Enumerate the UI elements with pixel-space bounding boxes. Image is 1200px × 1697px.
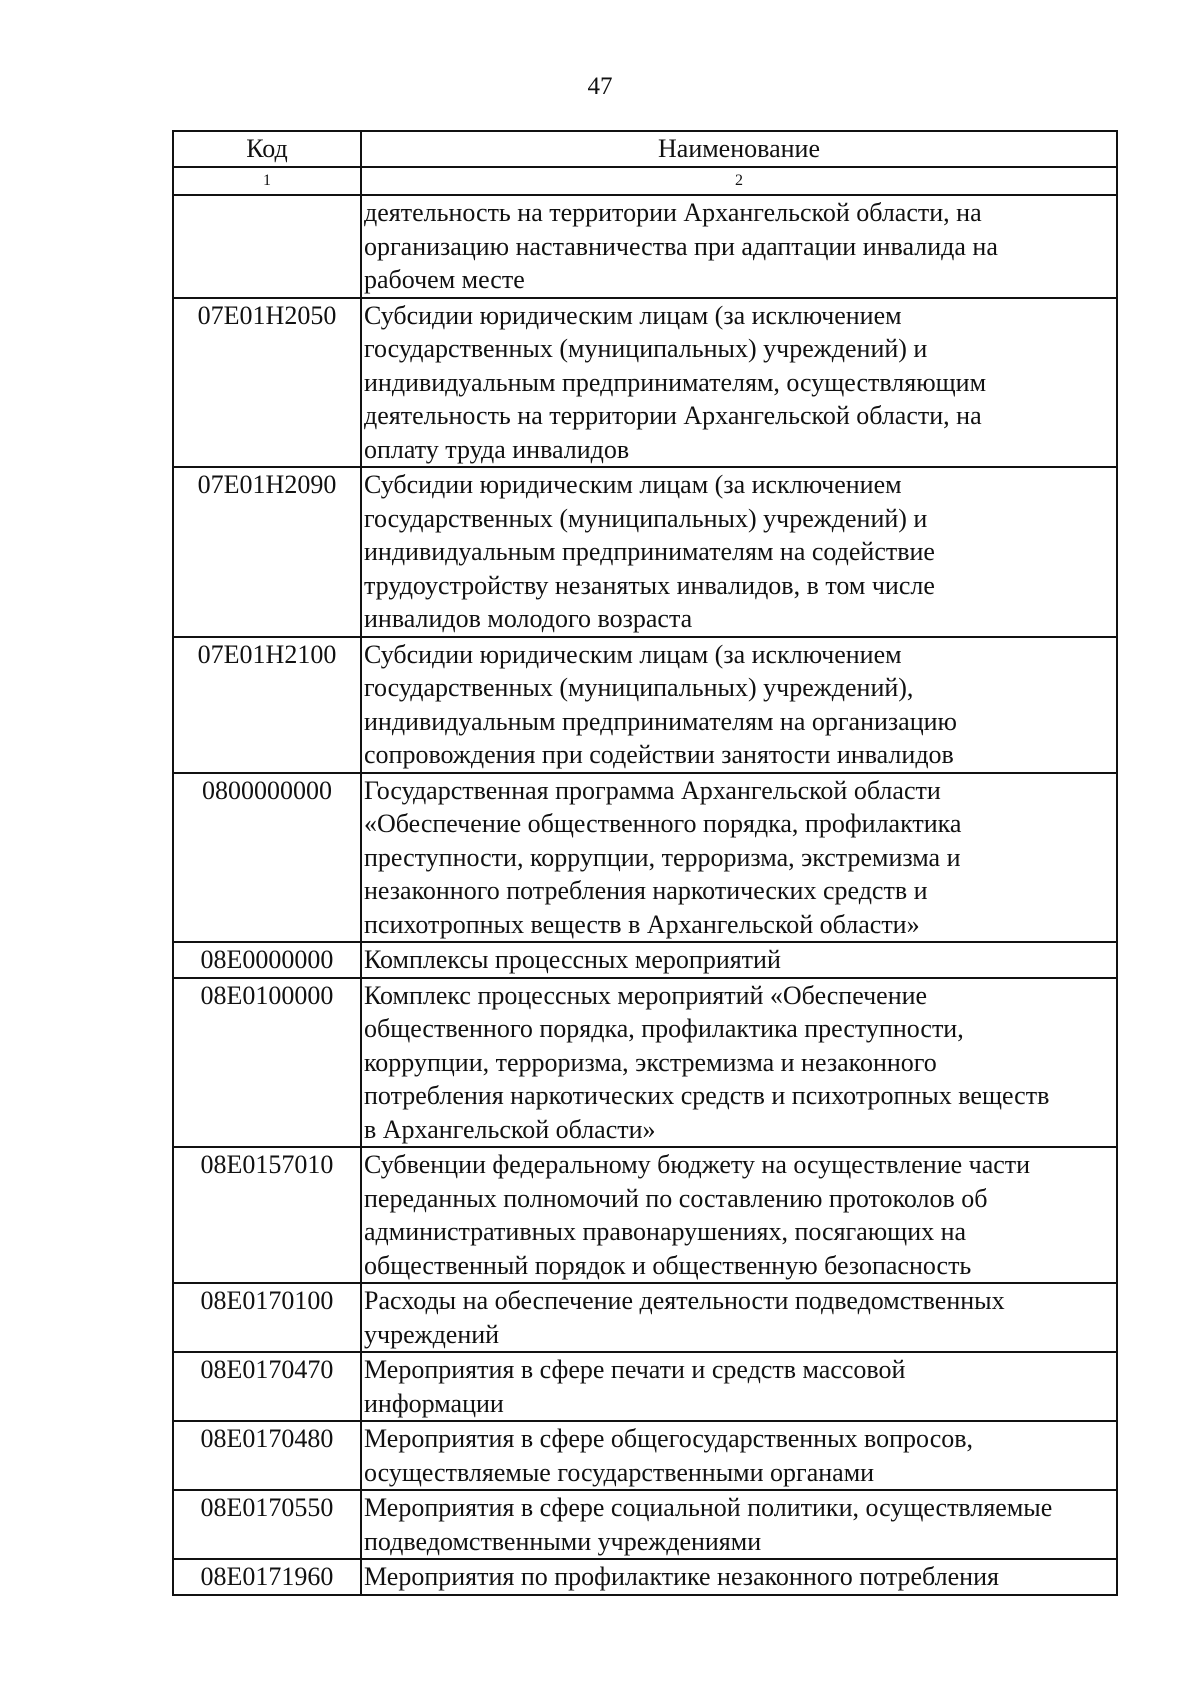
name-line: Государственная программа Архангельской области xyxy=(364,775,941,805)
name-line: «Обеспечение общественного порядка, профилактика xyxy=(364,809,962,838)
name-line: Субсидии юридическим лицам (за исключением xyxy=(364,300,902,330)
row-code: 08Е0157010 xyxy=(173,1147,361,1283)
row-name xyxy=(361,1352,1117,1421)
row-code: 08Е0170480 xyxy=(173,1421,361,1490)
row-code xyxy=(173,195,361,298)
column-number-1: 1 xyxy=(173,167,361,195)
name-line: осуществляемые государственными органами xyxy=(364,1457,875,1487)
row-code: 08Е0170100 xyxy=(173,1283,361,1352)
column-number-2: 2 xyxy=(361,167,1117,195)
name-line: потребления наркотических средств и психотропных веществ xyxy=(364,1081,1050,1110)
table-row xyxy=(173,467,1117,637)
name-line: Мероприятия в сфере общегосударственных вопросов, xyxy=(364,1424,974,1453)
name-line: рабочем месте xyxy=(364,265,525,294)
row-code: 08Е0170550 xyxy=(173,1490,361,1559)
table-row xyxy=(173,773,1117,943)
name-line: Субсидии юридическим лицам (за исключением xyxy=(364,639,902,669)
name-line: деятельность на территории Архангельской области, на xyxy=(364,198,982,227)
name-line: информации xyxy=(364,1388,504,1418)
name-line: общественный порядок и общественную безопасность xyxy=(364,1250,972,1280)
name-line: общественного порядка, профилактика преступности, xyxy=(364,1014,964,1043)
row-code: 07Е01Н2100 xyxy=(173,637,361,773)
row-name xyxy=(361,467,1117,637)
name-line: Комплексы процессных мероприятий xyxy=(364,945,781,974)
name-line: индивидуальным предпринимателям, осуществляющим xyxy=(364,367,987,397)
name-line: индивидуальным предпринимателям на организацию xyxy=(364,706,957,736)
name-line: подведомственными учреждениями xyxy=(364,1526,762,1556)
table-row xyxy=(173,942,1117,978)
row-code: 08Е0100000 xyxy=(173,978,361,1148)
table-row xyxy=(173,1283,1117,1352)
header-name: Наименование xyxy=(361,131,1117,167)
name-line: психотропных веществ в Архангельской области» xyxy=(364,909,920,939)
name-line: Мероприятия по профилактике незаконного потребления xyxy=(364,1562,999,1591)
row-name xyxy=(361,1559,1117,1595)
header-code: Код xyxy=(173,131,361,167)
row-name xyxy=(361,1147,1117,1283)
name-line: административных правонарушениях, посягающих на xyxy=(364,1217,967,1246)
column-number-row xyxy=(173,167,1117,195)
table-row xyxy=(173,195,1117,298)
table-row xyxy=(173,1490,1117,1559)
page-number: 47 xyxy=(587,73,613,100)
row-name xyxy=(361,637,1117,773)
name-line: в Архангельской области» xyxy=(364,1114,656,1144)
row-name xyxy=(361,1421,1117,1490)
name-line: трудоустройству незанятых инвалидов, в том числе xyxy=(364,570,935,600)
table-body xyxy=(173,195,1117,1595)
table-row xyxy=(173,1559,1117,1595)
table-row xyxy=(173,298,1117,468)
row-code: 08Е0000000 xyxy=(173,942,361,978)
name-line: Субвенции федеральному бюджету на осуществление части xyxy=(364,1150,1031,1179)
row-name xyxy=(361,773,1117,943)
name-line: инвалидов молодого возраста xyxy=(364,604,693,633)
name-line: сопровождения при содействии занятости инвалидов xyxy=(364,740,954,769)
table-row xyxy=(173,637,1117,773)
name-line: организацию наставничества при адаптации инвалида на xyxy=(364,231,998,261)
name-line: учреждений xyxy=(364,1319,500,1349)
name-line: государственных (муниципальных) учреждений) и xyxy=(364,503,928,533)
name-line: индивидуальным предпринимателям на содействие xyxy=(364,537,935,566)
row-name xyxy=(361,942,1117,978)
table-row xyxy=(173,1147,1117,1283)
row-name xyxy=(361,1490,1117,1559)
name-line: Мероприятия в сфере социальной политики, осуществляемые xyxy=(364,1493,1053,1522)
table-row xyxy=(173,1421,1117,1490)
name-line: Субсидии юридическим лицам (за исключением xyxy=(364,470,902,499)
row-name xyxy=(361,978,1117,1148)
name-line: государственных (муниципальных) учреждений) и xyxy=(364,334,928,363)
name-line: Расходы на обеспечение деятельности подведомственных xyxy=(364,1286,1005,1315)
row-code: 0800000000 xyxy=(173,773,361,943)
row-code: 08Е0171960 xyxy=(173,1559,361,1595)
table-row xyxy=(173,1352,1117,1421)
name-line: деятельность на территории Архангельской области, на xyxy=(364,401,982,430)
table-header xyxy=(173,131,1117,195)
name-line: оплату труда инвалидов xyxy=(364,434,630,464)
name-line: переданных полномочий по составлению протоколов об xyxy=(364,1183,988,1213)
name-line: Мероприятия в сфере печати и средств массовой xyxy=(364,1355,906,1384)
header-row xyxy=(173,131,1117,167)
budget-codes-table xyxy=(172,130,1118,1596)
row-code: 08Е0170470 xyxy=(173,1352,361,1421)
table-row xyxy=(173,978,1117,1148)
row-name xyxy=(361,1283,1117,1352)
name-line: незаконного потребления наркотических средств и xyxy=(364,876,928,905)
name-line: коррупции, терроризма, экстремизма и незаконного xyxy=(364,1047,937,1077)
name-line: преступности, коррупции, терроризма, экстремизма и xyxy=(364,842,961,872)
row-name xyxy=(361,195,1117,298)
row-code: 07Е01Н2050 xyxy=(173,298,361,468)
row-code: 07Е01Н2090 xyxy=(173,467,361,637)
name-line: государственных (муниципальных) учреждений), xyxy=(364,673,914,702)
name-line: Комплекс процессных мероприятий «Обеспечение xyxy=(364,980,928,1010)
row-name xyxy=(361,298,1117,468)
